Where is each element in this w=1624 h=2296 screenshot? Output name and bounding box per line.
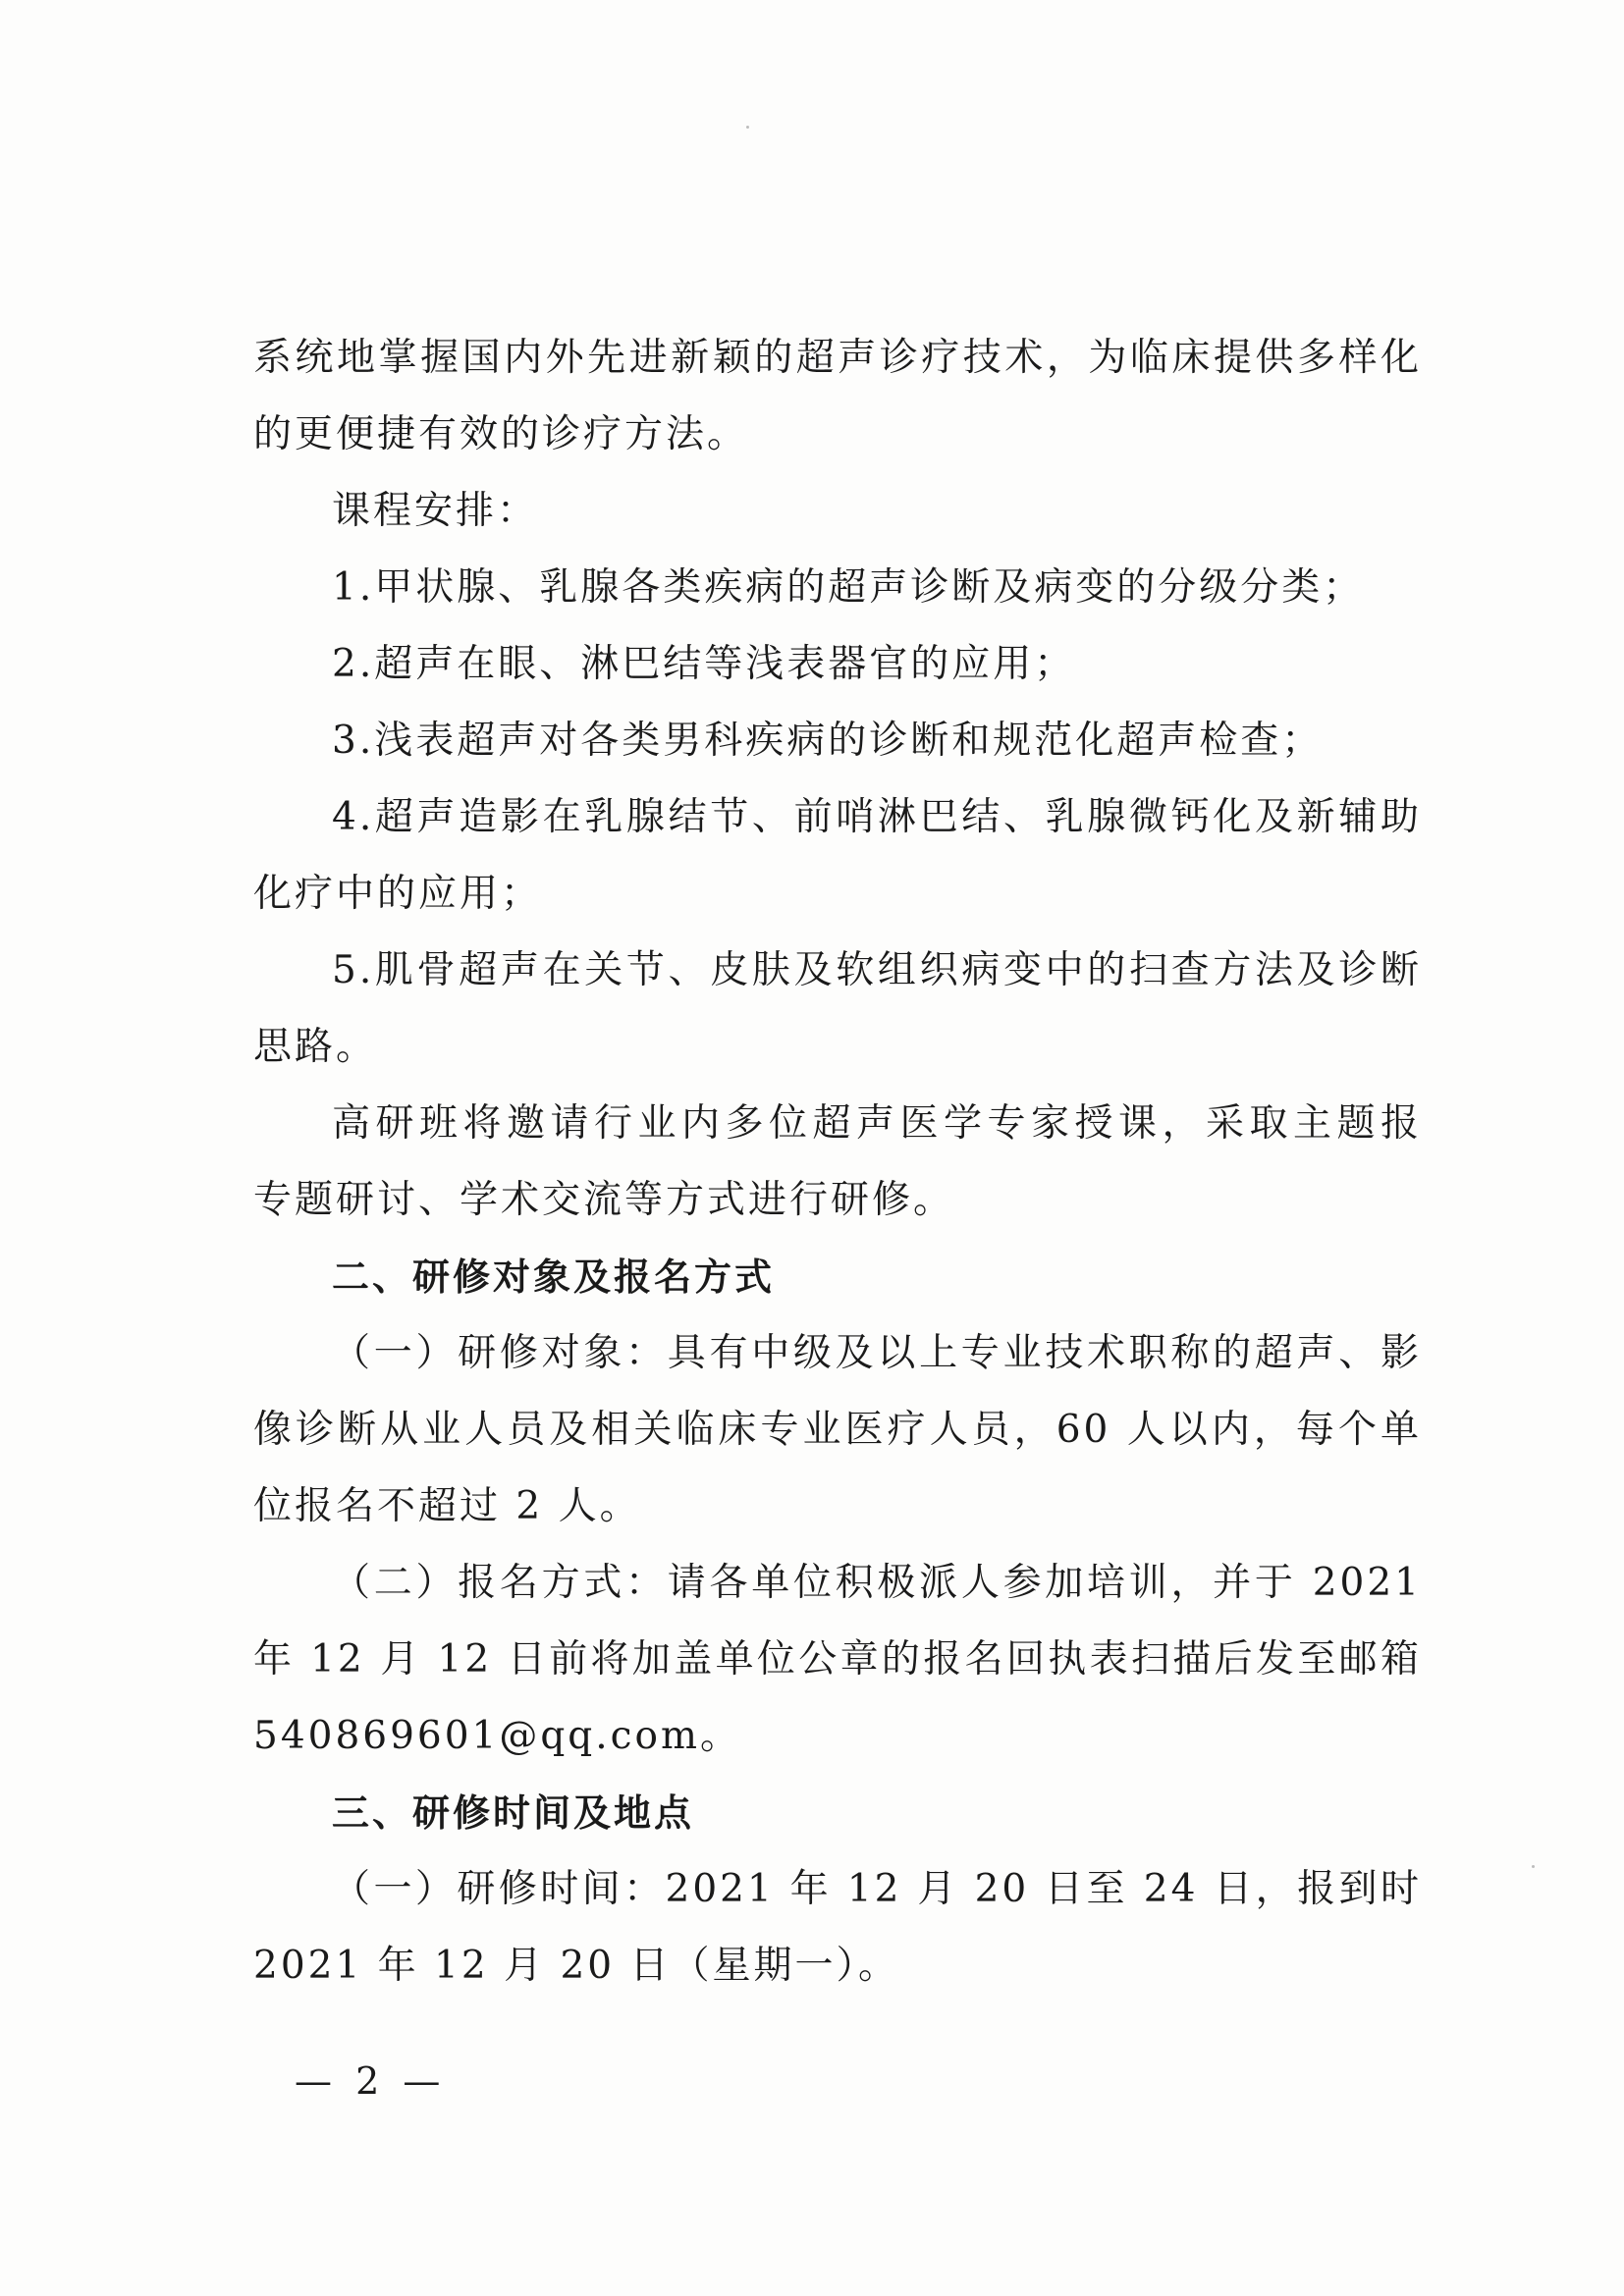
body-line: 4.超声造影在乳腺结节、前哨淋巴结、乳腺微钙化及新辅助 [332,795,1422,839]
body-line: 像诊断从业人员及相关临床专业医疗人员，60 人以内，每个单 [253,1408,1422,1452]
document-body [253,320,1422,2004]
body-line: 2.超声在眼、淋巴结等浅表器官的应用； [332,642,1076,686]
body-line: 课程安排： [332,489,539,533]
scan-speck [1532,1865,1535,1868]
body-line: 系统地掌握国内外先进新颖的超声诊疗技术，为临床提供多样化 [253,336,1422,380]
body-line: （一）研修对象：具有中级及以上专业技术职称的超声、影 [332,1331,1422,1375]
body-line: （二）报名方式：请各单位积极派人参加培训，并于 2021 [332,1561,1422,1605]
body-line: 5.肌骨超声在关节、皮肤及软组织病变中的扫查方法及诊断 [332,948,1422,992]
body-line: 化疗中的应用； [253,872,543,916]
body-line: 年 12 月 12 日前将加盖单位公章的报名回执表扫描后发至邮箱 [253,1637,1422,1682]
scan-speck [746,126,749,129]
body-line: 思路。 [253,1025,378,1069]
body-line: 2021 年 12 月 20 日（星期一）。 [253,1944,899,1988]
body-line: 540869601@qq.com。 [253,1714,741,1758]
page-number: — 2 — [295,2059,447,2103]
body-line: 3.浅表超声对各类男科疾病的诊断和规范化超声检查； [332,719,1324,763]
body-line: 高研班将邀请行业内多位超声医学专家授课，采取主题报 [332,1101,1422,1146]
body-line: （一）研修时间：2021 年 12 月 20 日至 24 日，报到时 [332,1867,1422,1911]
section-heading: 二、研修对象及报名方式 [332,1255,776,1299]
body-line: 1.甲状腺、乳腺各类疾病的超声诊断及病变的分级分类； [332,565,1365,610]
body-line: 位报名不超过 2 人。 [253,1484,641,1528]
body-line: 专题研讨、学术交流等方式进行研修。 [253,1178,955,1222]
body-line: 的更便捷有效的诊疗方法。 [253,412,749,456]
section-heading: 三、研修时间及地点 [332,1791,695,1835]
